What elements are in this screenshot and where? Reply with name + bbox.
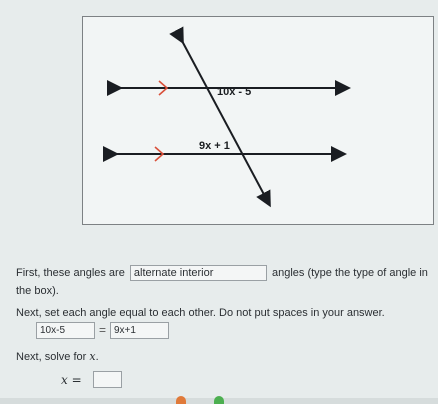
status-dot (214, 396, 224, 404)
instruction-text: Next, set each angle equal to each other. Do not put spaces in your answer. (16, 307, 385, 319)
question-text: the box). (16, 285, 59, 297)
status-dot (176, 396, 186, 404)
solve-instruction (16, 350, 99, 363)
equals-sign: = (99, 323, 107, 337)
transversal-line (181, 39, 268, 202)
diagram-panel (82, 16, 434, 225)
angle-label-bottom: 9x + 1 (199, 140, 230, 152)
question-text: First, these angles are (16, 267, 125, 279)
question-text: angles (type the type of angle in (271, 267, 428, 279)
x-answer-input[interactable] (93, 371, 122, 388)
answer-label: x = (61, 373, 82, 387)
period: . (95, 351, 99, 363)
angle-label-top: 10x - 5 (217, 86, 252, 98)
question-line-1 (16, 264, 431, 300)
variable-x: x (89, 350, 96, 363)
right-expression-input[interactable] (110, 322, 169, 339)
left-expression-input[interactable] (36, 322, 95, 339)
parallel-lines-diagram (83, 17, 435, 226)
solve-text: Next, solve for (16, 351, 87, 363)
angle-type-input[interactable] (130, 265, 267, 281)
